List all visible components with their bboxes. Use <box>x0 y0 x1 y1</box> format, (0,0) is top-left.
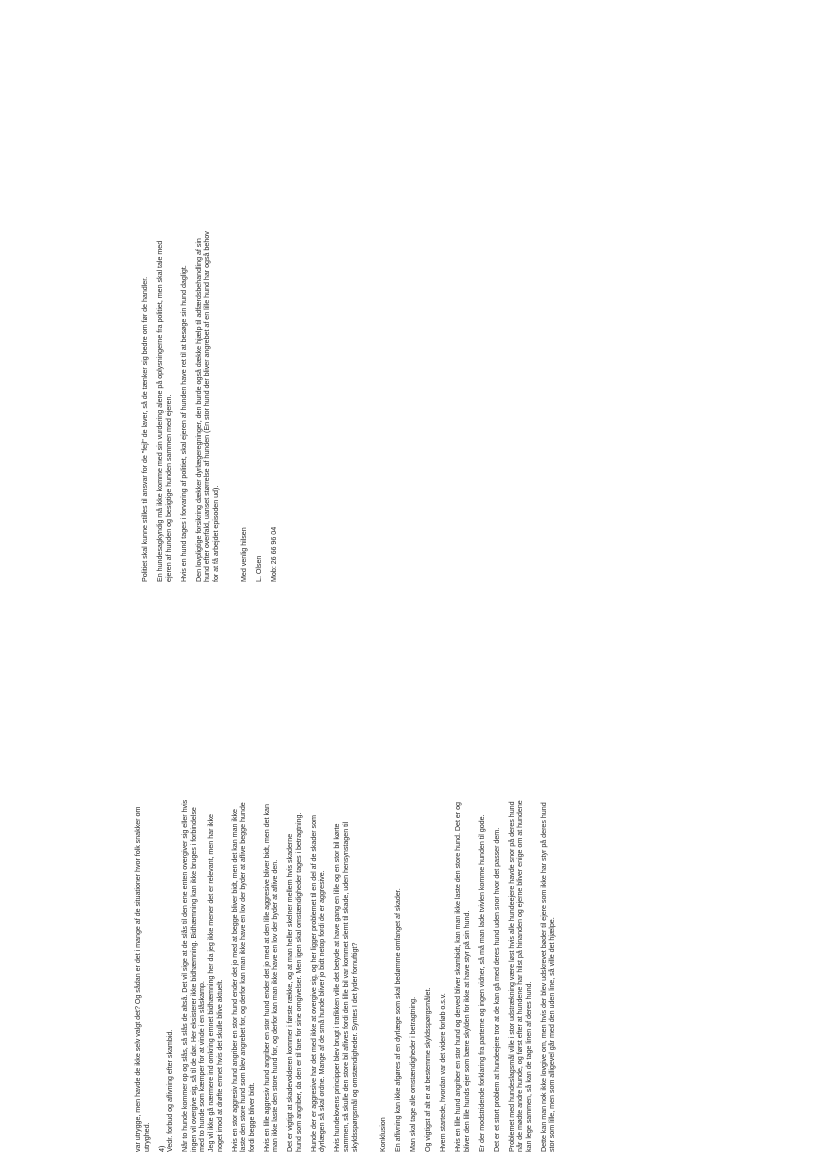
left-paragraph-11 <box>409 142 418 1152</box>
text-line: En aflivning kan ikke afgøres af en dyrlæge som skal bedømme omfanget af skader. <box>393 888 403 1152</box>
text-line: Hvis en stor aggresiv hund angriber en stor hund ender det jo med at begge bliver bidt, men det kan man ikke <box>229 809 239 1152</box>
left-paragraph-7 <box>310 142 327 1152</box>
text-line: ejeren af hunden og besigtige hunden sammen med ejeren. <box>163 394 173 582</box>
text-line: En hundesagkyndig må ikke komme med sin vurdering alene på oplysningerne fra politiet, men skal tale med <box>154 240 164 582</box>
text-line: Vedr. forbud og aflivning efter skambid. <box>165 1029 175 1152</box>
right-paragraph-6 <box>255 62 264 582</box>
text-line: Den lovpligtige forsikring dækker dyrlægeregninger, den burde også dække hjælp til adfærdsbehandling af sin <box>193 238 203 582</box>
text-line: Med venlig hilsen <box>239 527 249 582</box>
text-line: kan lege sammen, så kan de tage linen af deres hund. <box>523 981 533 1152</box>
right-paragraph-5 <box>240 62 249 582</box>
left-paragraph-14 <box>454 142 471 1152</box>
text-line: hund efter overfald, uanset størrelse af hunden (En stor hund der bliver angrebet af en lille hund har også behov <box>202 231 212 582</box>
text-line: var utrygge, men havde de ikke selv valgt det? Og sådan er det i mange af de situationer hvor folk snakker om <box>133 806 142 1152</box>
text-line: Det er vigtigt at skadevolderen kommer i første række, og at man heller skelner mellem hvis skaderne <box>285 833 295 1152</box>
text-line: bliver den lille hunds ejer som bære skylden for ikke at have styr på sin hund. <box>461 910 471 1152</box>
right-paragraph-1 <box>141 62 150 582</box>
text-line: Politiet skal kunne stilles til ansvar for de "fejl" de laver, så de tænker sig bedre om før de handler. <box>140 276 149 582</box>
text-line: Hvis en lille aggresiv hund angriber en stor hund ender det jo med at den lille aggresive bliver bidt, men det kan <box>261 804 271 1152</box>
text-line: Konklusion <box>378 1117 388 1152</box>
text-line: Man skal tage alle omstændigheder i betragtning. <box>408 996 418 1152</box>
text-line: ingen vil overgive sig, så til de dør. Her eksisterer ikke bidhæmning. Bidhæmning kan ikke bruges i forbindelse <box>188 807 198 1152</box>
text-line: 4) <box>156 1145 166 1152</box>
text-line: fordi begge bliver bidt. <box>246 1082 256 1152</box>
text-line: Hvem startede, hvordan var det videre forløb o.s.v. <box>438 993 448 1152</box>
text-line: Hvis en lille hund angriber en stor hund og derved bliver skambidt, kan man ikke laste den store hund. Det er og <box>453 802 463 1152</box>
left-paragraph-8 <box>333 142 359 1152</box>
left-paragraph-13 <box>439 142 448 1152</box>
right-paragraph-3 <box>180 62 189 582</box>
text-line: Problemet med hundeslagsmål ville i stor udstrækning være løst hvis alle hundeejere havde snor på deres hund <box>506 801 516 1152</box>
text-line: Hunde der er aggresive har det med ikke at overgive sig, og her ligger problemet til en del af de skader som <box>308 815 318 1152</box>
text-line: dyrlægen så skal ordne. Mange af de små hunde bliver jo bidt netop fordi de er aggresive. <box>317 870 327 1152</box>
text-line: Dette kan man nok ikke lovgive om, men hvis der blev udskrevet bøder til ejere som ikke har styr på deres hund <box>538 802 548 1152</box>
text-line: L. Olsen <box>254 555 264 582</box>
left-paragraph-10 <box>394 142 403 1152</box>
text-line: Hvis en hund tages i forvaring af politiet, skal ejeren af hunden have ret til at besøge sin hund dagligt. <box>178 265 188 582</box>
left-paragraph-18 <box>540 142 557 1152</box>
text-line: laste den store hund som blev angrebet for, og derfor kan man ikke have en lov der byder at aflive begge hunde <box>238 802 248 1152</box>
text-line: med to hunde som kæmper for at vinde i en slåskamp. <box>197 981 207 1152</box>
text-line: Hvis hundelovens principper blev brugt i trafikken ville det betyde at have gang en lille og en stor bil kørte <box>332 823 342 1152</box>
text-line: utryghed. <box>141 1122 151 1152</box>
left-paragraph-9 <box>379 142 388 1152</box>
text-line: Er der modstridende forklaring fra parterne og ingen vidner, så må man lade tvivlen komme hunden til gode. <box>476 814 486 1152</box>
text-line: Når to hunde kommer op og slås, så slås de altså. Det vil sige at de slås til den ene enten overgiver sig eller hvis <box>180 799 190 1152</box>
right-text-column <box>141 62 285 582</box>
right-paragraph-4 <box>195 62 221 582</box>
left-paragraph-6 <box>286 142 303 1152</box>
text-line: Jeg vil ikke gå nærmere ind omkring emnet bidhæmning her da jeg ikke mener det er relevant, men har ikke <box>205 814 215 1152</box>
right-paragraph-7 <box>270 62 279 582</box>
left-paragraph-12 <box>424 142 433 1152</box>
text-line: Det er et stort problem at hundeejere tror at de kan gå med deres hund uden snor hvor det passer dem. <box>491 827 501 1152</box>
text-line: Mob: 26 66 96 04 <box>269 526 279 582</box>
text-line: for at få arbejdet episoden ud). <box>210 485 220 582</box>
left-paragraph-15 <box>478 142 487 1152</box>
text-line: hund som angriber, da den er til fare for sine omgivelser. Men igen skal omstændigheder tages i betragtning. <box>293 812 303 1152</box>
text-line: skyldsspørgsmål og omstændigheder. Syntes I det lyder fornuftigt? <box>349 942 359 1152</box>
text-line: stor som lille, men som alligevel går med den uden line, så ville det hjælpe. <box>547 917 557 1152</box>
left-paragraph-16 <box>493 142 502 1152</box>
text-line: når de mødte andre hunde, og først efter at hundene har hilst på hinanden og ejerne bliver enige om at hundene <box>515 800 525 1152</box>
right-paragraph-2 <box>156 62 173 582</box>
text-line: man ikke laste den store hund for, og derfor kan man ikke have en lov der byder at aflive den. <box>270 859 280 1152</box>
text-line: Og vigtigst af alt er at bestemme skyldsspørgsmålet. <box>423 987 433 1152</box>
text-line: sammen, så skulle den store bil aflives fordi den lille bil var kommet slemt til skade, uden hensynstagen til <box>341 821 351 1152</box>
text-line: noget imod at drøfte emnet hvis det skulle blive aktuelt. <box>214 979 224 1152</box>
left-paragraph-17 <box>508 142 534 1152</box>
